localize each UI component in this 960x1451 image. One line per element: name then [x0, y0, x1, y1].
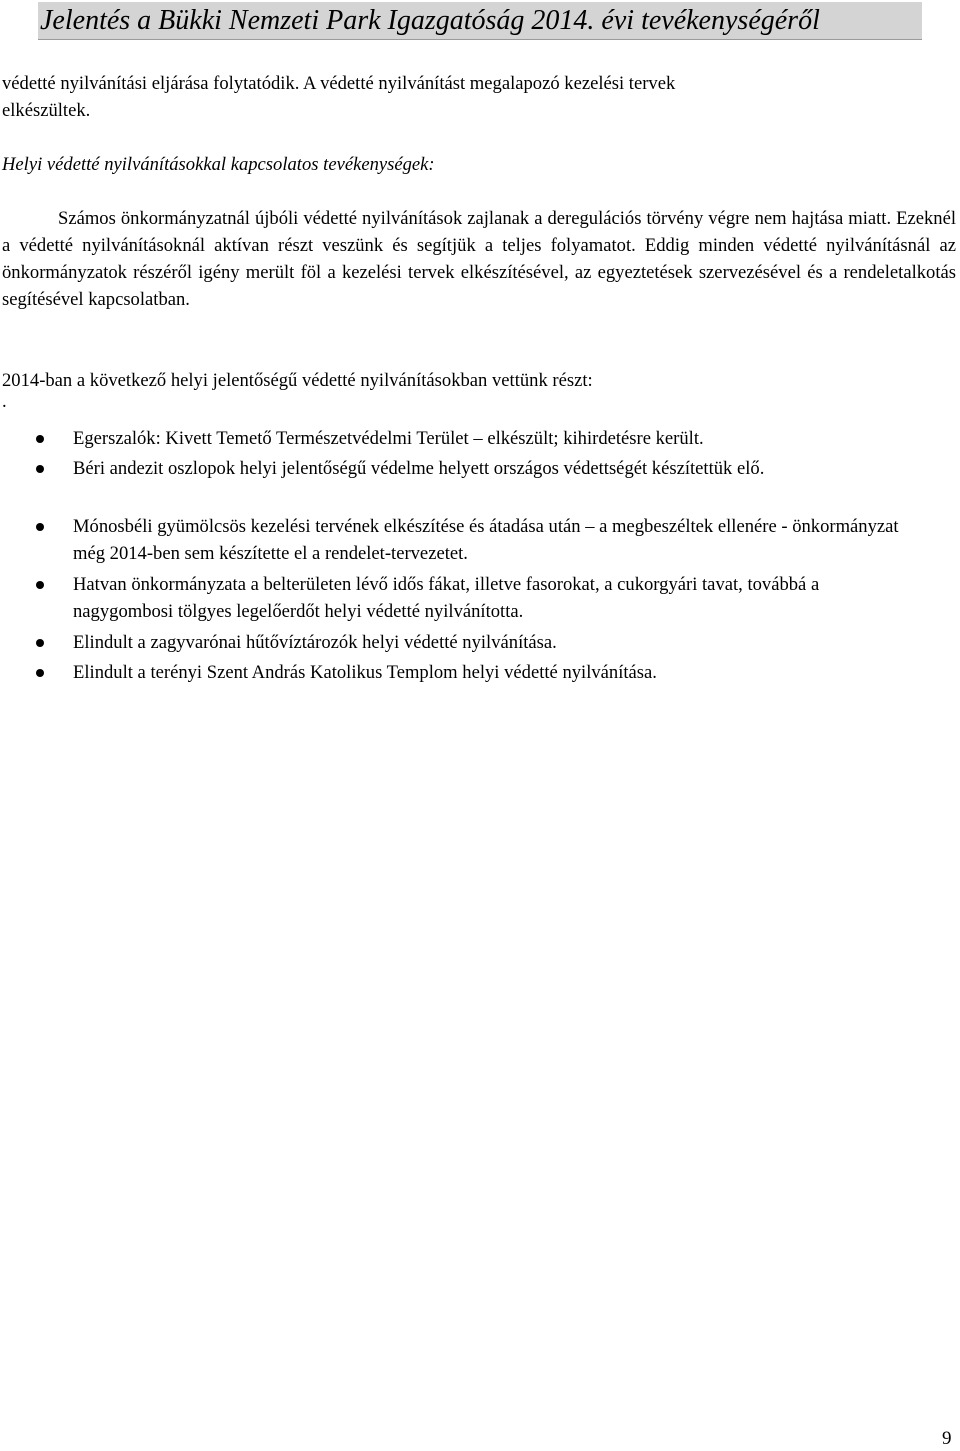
bullet-dot-icon	[36, 465, 44, 473]
intro-line-2: elkészültek.	[2, 100, 91, 121]
running-header	[38, 2, 922, 40]
bullet-dot-icon	[36, 435, 44, 443]
list-item-text: Hatvan önkormányzata a belterületen lévő idős fákat, illetve fasorokat, a cukorgyári tavat, továbbá a nagygombosi tölgyes legelőerdőt helyi védetté nyilvánította.	[73, 574, 820, 622]
bullet-dot-icon	[36, 669, 44, 677]
intro-line-1: védetté nyilvánítási eljárása folytatódik. A védetté nyilvánítást megalapozó kezelési tervek	[2, 73, 676, 94]
list-intro: 2014-ban a következő helyi jelentőségű védetté nyilvánításokban vettünk részt:	[2, 370, 593, 391]
header-title: Jelentés a Bükki Nemzeti Park Igazgatóság 2014. évi tevékenységéről	[40, 5, 820, 36]
list-item-text: Béri andezit oszlopok helyi jelentőségű védelme helyett országos védettségét készítettük elő.	[73, 458, 765, 479]
body-paragraph: Számos önkormányzatnál újbóli védetté nyilvánítások zajlanak a deregulációs törvény végre nem hajtása miatt. Ezeknél a védetté nyilvánításoknál aktívan részt veszünk és segítjük a teljes folyamatot. Eddig minden védetté nyilvánításnál az önkormányzatok részéről igény merült föl a kezelési tervek elkészítésével, az egyeztetések szervezésével és a rendeletalkotás segítésével kapcsolatban.	[2, 208, 956, 310]
list-item-text: Elindult a zagyvarónai hűtővíztározók helyi védetté nyilvánítása.	[73, 632, 557, 653]
stray-dot: .	[2, 391, 7, 412]
bullet-dot-icon	[36, 581, 44, 589]
bullet-dot-icon	[36, 523, 44, 531]
list-item-text: Elindult a terényi Szent András Katolikus Templom helyi védetté nyilvánítása.	[73, 662, 657, 683]
page-number: 9	[942, 1428, 952, 1449]
bullet-dot-icon	[36, 639, 44, 647]
list-item-text: Mónosbéli gyümölcsös kezelési tervének elkészítése és átadása után – a megbeszéltek ellenére - önkormányzat még 2014-ben sem készítette el a rendelet-tervezetet.	[73, 516, 899, 564]
list-item-text: Egerszalók: Kivett Temető Természetvédelmi Terület – elkészült; kihirdetésre került.	[73, 428, 704, 449]
section-heading: Helyi védetté nyilvánításokkal kapcsolatos tevékenységek:	[2, 154, 435, 175]
